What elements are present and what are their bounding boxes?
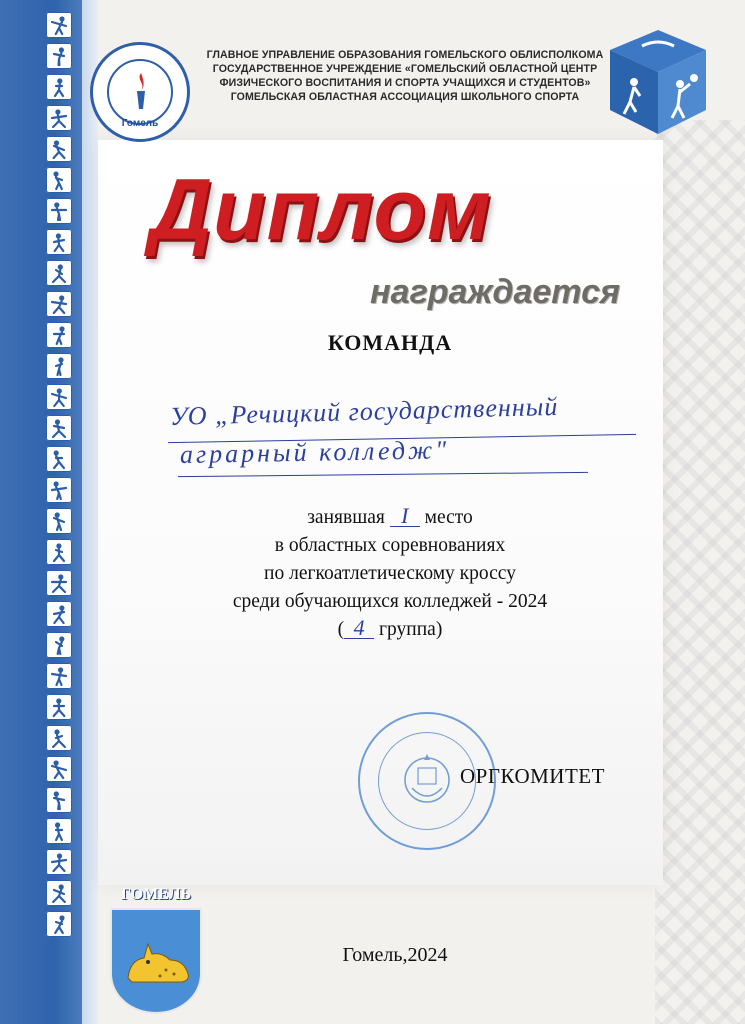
runner-icon bbox=[46, 43, 72, 69]
place-and-year: Гомель,2024 bbox=[342, 944, 448, 966]
skier-icon bbox=[46, 74, 72, 100]
issuer-header bbox=[200, 48, 610, 104]
olympic-torch-icon bbox=[130, 71, 152, 111]
issuer-line-1: ГЛАВНОЕ УПРАВЛЕНИЕ ОБРАЗОВАНИЯ ГОМЕЛЬСКОГО ОБЛИСПОЛКОМА bbox=[206, 49, 604, 61]
judo-icon bbox=[46, 756, 72, 782]
tennis-icon bbox=[46, 322, 72, 348]
shooter-icon bbox=[46, 539, 72, 565]
awarded-subtitle: награждается bbox=[370, 273, 620, 311]
place-prefix: занявшая bbox=[307, 507, 385, 528]
coat-of-arms-label: ГОМЕЛЬ bbox=[120, 886, 192, 903]
sport-icons-column bbox=[40, 12, 76, 942]
competition-line: в областных соревнованиях bbox=[274, 535, 506, 556]
discipline-line: по легкоатлетическому кроссу bbox=[264, 563, 516, 584]
place-line bbox=[190, 504, 590, 532]
snowboarder-icon bbox=[46, 911, 72, 937]
archer-icon bbox=[46, 291, 72, 317]
group-open: ( bbox=[337, 619, 345, 640]
wrestler-icon bbox=[46, 198, 72, 224]
place-value: I bbox=[390, 506, 420, 527]
fencer-icon bbox=[46, 508, 72, 534]
canoe-icon bbox=[46, 601, 72, 627]
sprinter-icon bbox=[46, 787, 72, 813]
recipient-name-line-1: УО „Речицкий государственный bbox=[169, 391, 559, 431]
volleyball-icon bbox=[46, 477, 72, 503]
biathlon-icon bbox=[46, 725, 72, 751]
rower-icon bbox=[46, 415, 72, 441]
award-description bbox=[190, 504, 590, 644]
sports-cube-icon bbox=[606, 26, 710, 138]
cyclist-icon bbox=[46, 167, 72, 193]
football-icon bbox=[46, 353, 72, 379]
skater-icon bbox=[46, 105, 72, 131]
swimmer-icon bbox=[46, 12, 72, 38]
skier-jump-icon bbox=[46, 663, 72, 689]
basketball-icon bbox=[46, 136, 72, 162]
recipient-name-line-2: аграрный колледж" bbox=[179, 435, 450, 469]
issuer-line-4: ГОМЕЛЬСКАЯ ОБЛАСТНАЯ АССОЦИАЦИЯ ШКОЛЬНОГО СПОРТА bbox=[230, 91, 580, 103]
left-ribbon-edge bbox=[82, 0, 98, 1024]
lynx-icon bbox=[118, 930, 198, 990]
group-suffix: группа) bbox=[379, 619, 443, 640]
diploma-title: Диплом bbox=[150, 162, 492, 258]
weightlifter-icon bbox=[46, 260, 72, 286]
logo-city-name: Гомель bbox=[121, 118, 159, 129]
organizing-committee: ОРГКОМИТЕТ bbox=[460, 764, 605, 788]
gomel-coat-of-arms bbox=[110, 908, 202, 1014]
gymnast-icon bbox=[46, 229, 72, 255]
issuer-line-3: ФИЗИЧЕСКОГО ВОСПИТАНИЯ И СПОРТА УЧАЩИХСЯ И СТУДЕНТОВ» bbox=[219, 77, 591, 89]
group-value: 4 bbox=[344, 618, 374, 639]
logo-inner-ring bbox=[107, 59, 173, 125]
bobsled-icon bbox=[46, 818, 72, 844]
place-suffix: место bbox=[424, 507, 473, 528]
discus-icon bbox=[46, 849, 72, 875]
issuer-line-2: ГОСУДАРСТВЕННОЕ УЧРЕЖДЕНИЕ «ГОМЕЛЬСКИЙ ОБЛАСТНОЙ ЦЕНТР bbox=[212, 63, 598, 75]
boxer-icon bbox=[46, 446, 72, 472]
recipient-label: КОМАНДА bbox=[327, 330, 453, 355]
handball-icon bbox=[46, 632, 72, 658]
hurdler-icon bbox=[46, 384, 72, 410]
participants-line: среди обучающихся колледжей - 2024 bbox=[232, 591, 548, 612]
center-logo-seal bbox=[90, 42, 190, 142]
group-line bbox=[190, 616, 590, 644]
golfer-icon bbox=[46, 880, 72, 906]
hockey-icon bbox=[46, 694, 72, 720]
jumper-icon bbox=[46, 570, 72, 596]
